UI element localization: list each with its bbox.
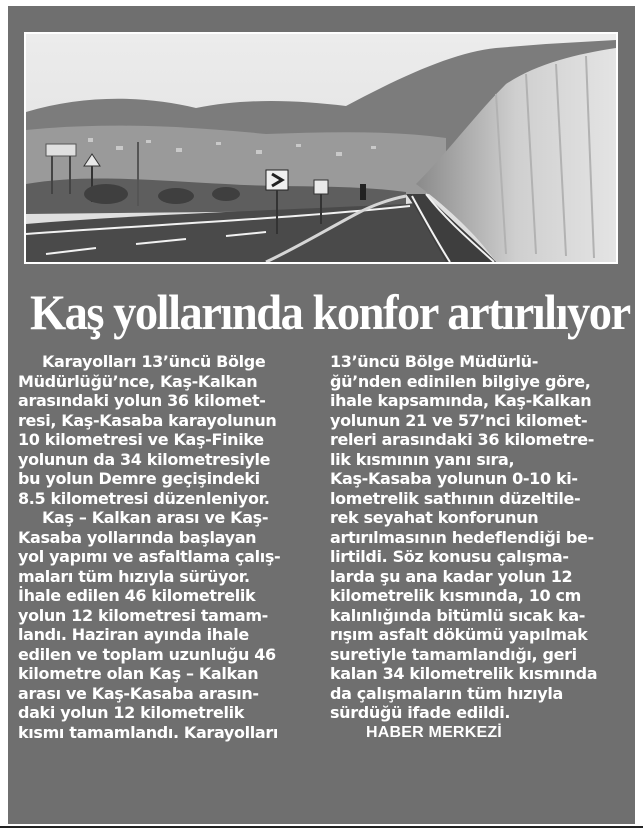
article-line: Kasaba yollarında başlayan [18,527,257,547]
article-line: yolunun 21 ve 57’nci kilomet- [330,410,588,430]
article-line: lik kısmının yanı sıra, [330,449,515,469]
article-line: ğü’nden edinilen bilgiye göre, [330,371,591,391]
byline: HABER MERKEZİ [366,723,502,741]
article-line: landı. Haziran ayında ihale [18,625,249,644]
article-line: 10 kilometresi ve Kaş-Finike [18,430,264,449]
article-line: yolun 12 kilometresi tamam- [18,605,268,625]
article-line: lometrelik sathının düzeltile- [330,488,581,508]
article-line: Kaş – Kalkan arası ve Kaş- [42,508,269,527]
article-line: da çalışmaların tüm hızıyla [330,683,563,703]
headline: Kaş yollarında konfor artırılıyor [29,284,630,340]
article-line: yol yapımı ve asfaltlama çalış- [18,547,281,566]
article-line: suretiyle tamamlandığı, geri [330,644,577,664]
article-line: rek seyahat konforunun [330,508,539,527]
article-line: kilometre olan Kaş – Kalkan [18,664,259,683]
news-clipping [8,6,635,824]
article-line: artırılmasının hedeflendiği be- [330,527,594,547]
article-line: Kaş-Kasaba yolunun 0-10 ki- [330,469,578,488]
article-line: resi, Kaş-Kasaba karayolunun [18,410,277,430]
article-line: Müdürlüğü’nce, Kaş-Kalkan [18,371,258,391]
article-line: rışım asfalt dökümü yapılmak [330,625,588,644]
article-line: kısmı tamamlandı. Karayolları [18,722,279,742]
article-line: bu yolun Demre geçişindeki [18,469,260,488]
bottom-rule [0,826,643,828]
article-line: sürdüğü ifade edildi. [330,703,511,722]
article-column-right [330,352,630,742]
article-line: yolunun da 34 kilometresiyle [18,449,271,469]
article-column-left [18,352,318,742]
article-line: İhale edilen 46 kilometrelik [18,586,256,605]
article-line: kalınlığında bitümlü sıcak ka- [330,605,586,625]
article-line: daki yolun 12 kilometrelik [18,703,245,722]
article-line: Karayolları 13’üncü Bölge [42,352,266,371]
article-line: arası ve Kaş-Kasaba arasın- [18,683,259,703]
article-line: arasındaki yolun 36 kilomet- [18,391,266,410]
article-line: 8.5 kilometresi düzenleniyor. [18,488,270,508]
road-photo [24,32,618,264]
article-line: kilometrelik kısmında, 10 cm [330,586,581,605]
article-line: releri arasındaki 36 kilometre- [330,430,594,449]
article-line: lirtildi. Söz konusu çalışma- [330,547,569,566]
article-line: maları tüm hızıyla sürüyor. [18,566,250,586]
article-line: edilen ve toplam uzunluğu 46 [18,644,276,664]
article-line: 13’üncü Bölge Müdürlü- [330,352,538,371]
article-line: ihale kapsamında, Kaş-Kalkan [330,391,592,410]
article-line: kalan 34 kilometrelik kısmında [330,664,598,683]
article-line: larda şu ana kadar yolun 12 [330,566,573,586]
